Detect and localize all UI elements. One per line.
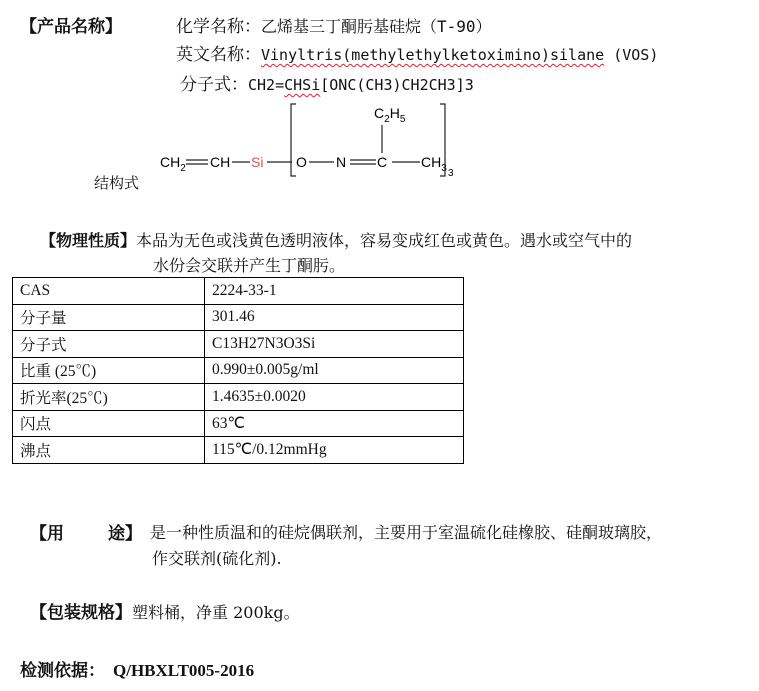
standard-line [20, 656, 254, 681]
properties-table-body [13, 278, 464, 464]
structure-si: Si [251, 154, 264, 170]
property-value-cell: 1.4635±0.0020 [205, 384, 464, 411]
structure-n: N [336, 154, 347, 170]
physical-section-label: 【物理性质】 [40, 231, 137, 250]
property-name-cell: 比重 (25℃) [13, 357, 205, 384]
formula-part-3: [ONC(CH3)CH2CH3]3 [320, 76, 474, 94]
chemical-name-line [176, 12, 492, 37]
product-section-label: 【产品名称】 [20, 17, 122, 37]
property-value-cell: 115℃/0.12mmHg [205, 437, 464, 464]
property-value-cell: C13H27N3O3Si [205, 331, 464, 358]
packaging-line [30, 598, 300, 623]
packaging-label: 【包装规格】 [30, 603, 132, 623]
physical-text-1: 本品为无色或浅黄色透明液体，容易变成红色或黄色。遇水或空气中的 [136, 231, 633, 250]
property-value-cell: 0.990±0.005g/ml [205, 357, 464, 384]
usage-label-close: 途】 [108, 524, 142, 544]
structure-label: 结构式 [94, 174, 140, 192]
property-name-cell: 分子式 [13, 331, 205, 358]
property-value-cell: 63℃ [205, 410, 464, 437]
formula-part-1: CH2= [248, 76, 285, 94]
table-row [13, 331, 464, 358]
structure-ch2: $CH_2$ [160, 154, 186, 174]
formula-part-2: CHSi [284, 76, 321, 94]
structural-formula-diagram [150, 98, 470, 188]
formula-label: 分子式： [180, 75, 248, 95]
standard-value: Q/HBXLT005-2016 [113, 661, 255, 680]
physical-line-1 [40, 228, 632, 251]
english-name-line [176, 40, 658, 65]
table-row [13, 437, 464, 464]
chemical-name-label: 化学名称： [176, 17, 261, 37]
physical-text-2: 水份会交联并产生丁酮肟。 [153, 256, 346, 275]
properties-table [12, 277, 464, 464]
property-name-cell: 闪点 [13, 410, 205, 437]
usage-text-1: 是一种性质温和的硅烷偶联剂，主要用于室温硫化硅橡胶、硅酮玻璃胶， [150, 523, 663, 542]
structure-ch3: $CH_3$ [421, 154, 447, 174]
structure-c2h5: $C_2H_5$ [374, 105, 406, 125]
property-name-cell: CAS [13, 278, 205, 305]
table-row [13, 384, 464, 411]
property-value-cell: 2224-33-1 [205, 278, 464, 305]
formula-line [180, 70, 474, 95]
property-name-cell: 分子量 [13, 304, 205, 331]
standard-label: 检测依据： [20, 661, 105, 681]
property-value-cell: 301.46 [205, 304, 464, 331]
table-row [13, 304, 464, 331]
usage-text-2: 作交联剂(硫化剂). [152, 549, 282, 568]
table-row [13, 357, 464, 384]
structure-ch: CH [210, 154, 231, 170]
structure-o: O [296, 154, 307, 170]
chemical-name-value: 乙烯基三丁酮肟基硅烷（T-90） [261, 17, 492, 36]
property-name-cell: 沸点 [13, 437, 205, 464]
english-name-label: 英文名称： [176, 45, 261, 65]
english-name-abbr: (VOS) [604, 46, 659, 64]
english-name-value: Vinyltris(methylethylketoximino)silane [261, 46, 605, 64]
packaging-text: 塑料桶，净重 200kg。 [132, 603, 300, 622]
repeat-count: 3 [448, 168, 454, 179]
table-row [13, 278, 464, 305]
property-name-cell: 折光率(25℃) [13, 384, 205, 411]
usage-label-open: 【用 [30, 524, 64, 544]
table-row [13, 410, 464, 437]
structure-c: C [377, 154, 388, 170]
